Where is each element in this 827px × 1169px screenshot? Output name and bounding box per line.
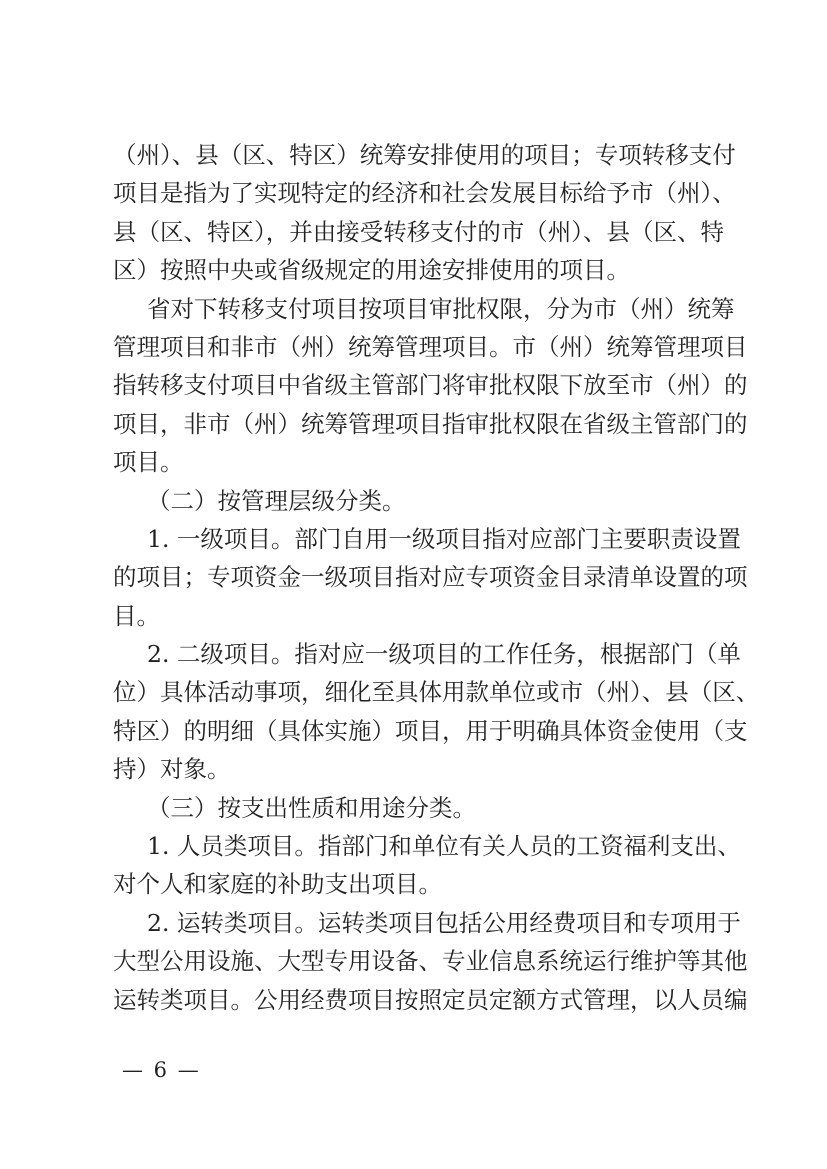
text-line: 1. 人员类项目。指部门和单位有关人员的工资福利支出、: [147, 832, 741, 861]
document-body: [113, 136, 760, 1019]
text-line: （州）、县（区、特区）统筹安排使用的项目；专项转移支付: [113, 141, 736, 169]
text-line: 对个人和家庭的补助支出项目。: [113, 870, 442, 899]
text-line: （二）按管理层级分类。: [147, 486, 406, 515]
text-line: 省对下转移支付项目按项目审批权限，分为市（州）统筹: [147, 294, 735, 323]
text-line: 位）具体活动事项，细化至具体用款单位或市（州）、县（区、: [113, 678, 760, 707]
text-line: 目。: [113, 601, 160, 630]
text-line: 2. 二级项目。指对应一级项目的工作任务，根据部门（单: [147, 640, 741, 669]
text-line: 县（区、特区），并由接受转移支付的市（州）、县（区、特: [113, 217, 724, 246]
text-line: 项目。: [113, 448, 184, 477]
text-line: 区）按照中央或省级规定的用途安排使用的项目。: [113, 256, 630, 285]
page-number: — 6 —: [122, 1058, 201, 1082]
text-line: 管理项目和非市（州）统筹管理项目。市（州）统筹管理项目: [113, 332, 748, 361]
text-line: 大型公用设施、大型专用设备、专业信息系统运行维护等其他: [113, 947, 748, 976]
text-line: 特区）的明细（具体实施）项目，用于明确具体资金使用（支: [113, 716, 748, 745]
text-line: 持）对象。: [113, 755, 231, 784]
text-line: 指转移支付项目中省级主管部门将审批权限下放至市（州）的: [113, 371, 748, 400]
text-line: 1. 一级项目。部门自用一级项目指对应部门主要职责设置: [147, 524, 741, 553]
text-line: 运转类项目。公用经费项目按照定员定额方式管理，以人员编: [113, 985, 748, 1014]
text-line: 项目，非市（州）统筹管理项目指审批权限在省级主管部门的: [113, 409, 748, 438]
text-line: 的项目；专项资金一级项目指对应专项资金目录清单设置的项: [113, 563, 748, 592]
text-line: 2. 运转类项目。运转类项目包括公用经费项目和专项用于: [147, 908, 741, 937]
text-line: （三）按支出性质和用途分类。: [147, 793, 476, 822]
text-line: 项目是指为了实现特定的经济和社会发展目标给予市（州）、: [113, 179, 736, 208]
